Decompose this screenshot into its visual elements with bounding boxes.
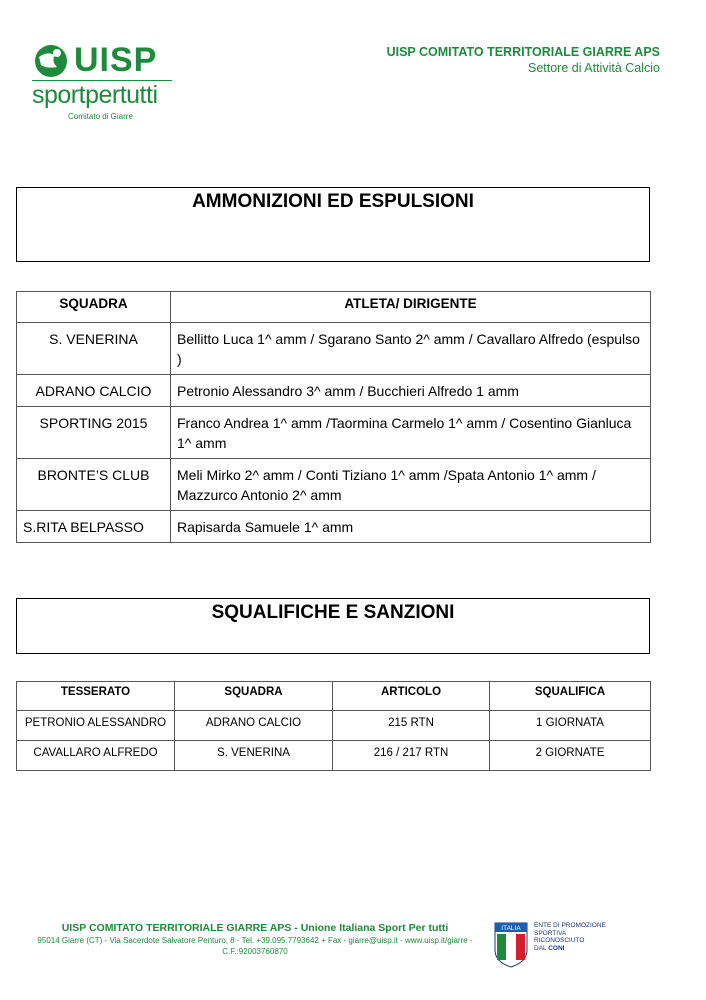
- logo-sportpertutti-text: sportpertutti: [32, 81, 158, 109]
- column-header-atleta: ATLETA/ DIRIGENTE: [171, 292, 651, 323]
- footer-address-line2: C.F.:92003760870: [222, 947, 288, 956]
- tesserato-cell: CAVALLARO ALFREDO: [17, 741, 175, 771]
- table-row: [17, 459, 651, 511]
- detail-cell: Petronio Alessandro 3^ amm / Bucchieri Alfredo 1 amm: [171, 375, 651, 407]
- coni-line4: [534, 945, 606, 953]
- table-header-row: [17, 682, 651, 711]
- header-org-info: [387, 44, 660, 76]
- soccer-ball-icon: [33, 43, 69, 79]
- column-header-tesserato: TESSERATO: [17, 682, 175, 711]
- column-header-squadra: SQUADRA: [17, 292, 171, 323]
- team-cell: ADRANO CALCIO: [17, 375, 171, 407]
- coni-line1: ENTE DI PROMOZIONE: [534, 922, 606, 929]
- squalifica-cell: 2 GIORNATE: [490, 741, 651, 771]
- footer-address-line1: 95014 Giarre (CT) - Via Sacerdote Salvatore Penturo, 8 - Tel. +39.095.7793642 + Fax - giarre@uisp.it - www.uisp.it/giarre -: [37, 936, 473, 945]
- section-ammonizioni-header: [16, 187, 650, 262]
- coni-line4-bold: CONI: [548, 944, 565, 952]
- italia-shield-icon: [494, 922, 528, 968]
- coni-italia-label: ITALIA: [501, 925, 521, 932]
- logo-uisp-text: UISP: [74, 41, 158, 79]
- detail-cell: Franco Andrea 1^ amm /Taormina Carmelo 1^ amm / Cosentino Gianluca 1^ amm: [171, 407, 651, 459]
- tesserato-cell: PETRONIO ALESSANDRO: [17, 711, 175, 741]
- coni-line4-text: DAL: [534, 944, 547, 952]
- table-row: [17, 375, 651, 407]
- column-header-squalifica: SQUALIFICA: [490, 682, 651, 711]
- table-row: [17, 741, 651, 771]
- squalifiche-table: [16, 681, 651, 771]
- coni-line3: RICONOSCIUTO: [534, 937, 585, 944]
- org-subtitle: Settore di Attività Calcio: [527, 61, 660, 75]
- table-header-row: [17, 292, 651, 323]
- squalifica-cell: 1 GIORNATA: [490, 711, 651, 741]
- org-title: UISP COMITATO TERRITORIALE GIARRE APS: [386, 45, 660, 59]
- table-row: [17, 511, 651, 543]
- table-row: [17, 323, 651, 375]
- articolo-cell: 215 RTN: [333, 711, 490, 741]
- logo-comitato-text: Comitato di Giarre: [68, 112, 133, 121]
- table-row: [17, 711, 651, 741]
- uisp-logo: [30, 40, 180, 126]
- footer-title: UISP COMITATO TERRITORIALE GIARRE APS - Unione Italiana Sport Per tutti: [61, 922, 449, 934]
- footer: [30, 921, 480, 957]
- ammonizioni-table: [16, 291, 651, 543]
- articolo-cell: 216 / 217 RTN: [333, 741, 490, 771]
- detail-cell: Meli Mirko 2^ amm / Conti Tiziano 1^ amm /Spata Antonio 1^ amm / Mazzurco Antonio 2^ amm: [171, 459, 651, 511]
- detail-cell: Rapisarda Samuele 1^ amm: [171, 511, 651, 543]
- coni-line2: SPORTIVA: [534, 929, 567, 937]
- column-header-squadra: SQUADRA: [175, 682, 333, 711]
- squadra-cell: ADRANO CALCIO: [175, 711, 333, 741]
- team-cell: S.RITA BELPASSO: [17, 511, 171, 543]
- squadra-cell: S. VENERINA: [175, 741, 333, 771]
- section-ammonizioni-title: AMMONIZIONI ED ESPULSIONI: [192, 191, 474, 212]
- team-cell: BRONTE’S CLUB: [17, 459, 171, 511]
- column-header-articolo: ARTICOLO: [333, 682, 490, 711]
- section-squalifiche-header: [16, 598, 650, 654]
- section-squalifiche-title: SQUALIFICHE E SANZIONI: [211, 602, 455, 623]
- team-cell: SPORTING 2015: [17, 407, 171, 459]
- coni-text: [534, 922, 606, 952]
- table-row: [17, 407, 651, 459]
- team-cell: S. VENERINA: [17, 323, 171, 375]
- detail-cell: Bellitto Luca 1^ amm / Sgarano Santo 2^ amm / Cavallaro Alfredo (espulso ): [171, 323, 651, 375]
- coni-badge: [494, 920, 624, 970]
